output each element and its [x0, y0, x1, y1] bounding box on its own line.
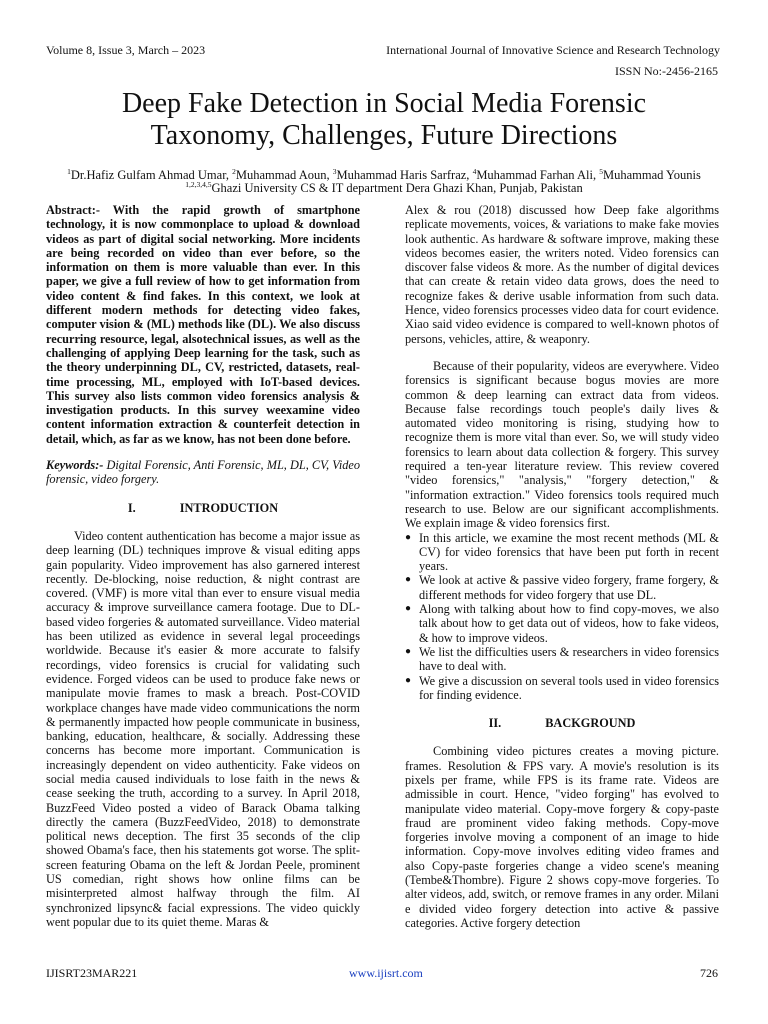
- page-number: 726: [700, 966, 718, 980]
- author-name: Muhammad Aoun,: [235, 168, 333, 183]
- paper-code: IJISRT23MAR221: [46, 966, 138, 980]
- right-column: [405, 203, 719, 930]
- paper-title: [40, 88, 728, 152]
- list-item-text: We give a discussion on several tools used in video forensics for finding evidence.: [419, 673, 719, 702]
- section-number: II.: [488, 716, 502, 731]
- background-paragraph: Combining video pictures creates a moving picture. frames. Resolution & FPS vary. A movie's resolution is its pixels per frame, while FPS is its frame rate. Videos are admissible in court. Hence, "video forging" has evolved to manipulate video material. Copy-move forgery & copy-paste fraud are prominent video faking methods. Copy-move forgeries involve moving a component of an image to hide information. Copy-move involves editing video frames and also Copy-paste forgeries change a video scene's meaning (Tembe&Thombre). Figure 2 shows copy-move forgeries. To alter videos, add, switch, or remove frames in any order. Milani e divided video forgery detection into active & passive categories. Active forgery detection: [405, 744, 719, 930]
- title-line-1: Deep Fake Detection in Social Media Forensic: [121, 88, 647, 119]
- author-name: Muhammad Younis: [602, 168, 701, 183]
- bullet-icon: ●: [405, 603, 412, 615]
- list-item: [405, 602, 719, 645]
- affiliation-text: Ghazi University CS & IT department Dera Ghazi Khan, Punjab, Pakistan: [211, 181, 583, 196]
- journal-url-link[interactable]: www.ijisrt.com: [349, 966, 423, 980]
- bullet-icon: ●: [405, 531, 412, 543]
- introduction-paragraph: Video content authentication has become a major issue as deep learning (DL) techniques improve & visual editing apps gain popularity. Video improvement has also garnered interest recently. De-blocking, noise reduction, & night contrast are covered. (VMF) is more vital than ever to ensure visual media accuracy & improve surveillance camera footage. Due to DL-based video forgeries & automated surveillance. Video material has been utilized as evidence in several legal proceedings worldwide. Because it's easier & more accurate to falsify recordings, video forensics is crucial for validating such evidence. Forged videos can be used to produce fake news or manipulate movie frames to mask a breach. Post-COVID workplace changes have made video communications the norm & permanently impacted how people communicate in business, banking, education, healthcare, & socially. Addressing these concerns has become more important. Communication is increasingly dependent on video authenticity. Fake videos on social media caused individuals to lose faith in the news & cease seeking the truth, according to a survey. In April 2018, BuzzFeed Video posted a video of Barack Obama talking directly the camera (BuzzFeedVideo, 2018) to demonstrate political news deception. The first 35 seconds of the clip showed Obama's face, then his statements got worse. The split-screen featuring Obama on the left & Jordan Peele, prominent US comedian, right shows how online films can be misinterpreted almost halfway through the film. AI synchronized lipsync& facial expressions. The video quickly went popular due to its quiet theme. Maras &: [46, 528, 360, 929]
- list-item-text: Along with talking about how to find copy-moves, we also talk about how to get data out of videos, how to fake videos, & how to improve videos.: [419, 602, 719, 645]
- bullet-icon: ●: [405, 645, 412, 657]
- issn: ISSN No:-2456-2165: [614, 64, 718, 78]
- list-item-text: We list the difficulties users & researchers in video forensics have to deal with.: [419, 644, 719, 674]
- section-title: BACKGROUND: [545, 716, 636, 731]
- author-sup: 5: [599, 167, 603, 176]
- section-title: INTRODUCTION: [179, 500, 279, 515]
- abstract: Abstract:- With the rapid growth of smartphone technology, it is now commonplace to upload & download videos as part of digital social networking. More incidents are being recorded on video than ever before, so the information on them is more valuable than ever. In this paper, we give a full review of how to get information from video content & find fakes. In this context, we look at different modern methods for detecting video fakes, computer vision & (ML) methods like (DL). We also discuss recurring resource, legal, alsotechnical issues, as well as the challenging of applying Deep learning for the task, such as the theory underpinning DL, CV, restricted, datasets, real-time processing, ML, employed with IoT-based devices. This survey also lists common video forensics analysis & investigation products. In this survey weexamine video content information extraction & counterfeit detection in detail, which, as far as we know, has not been done before.: [46, 203, 360, 446]
- author-sup: 2: [232, 167, 236, 176]
- author-name: Muhammad Farhan Ali,: [476, 168, 600, 183]
- section-number: I.: [127, 500, 136, 515]
- bullet-icon: ●: [405, 574, 412, 586]
- author-name: Dr.Hafiz Gulfam Ahmad Umar,: [70, 168, 233, 183]
- list-item-text: We look at active & passive video forgery, frame forgery, & different methods for video forgery that use DL.: [419, 573, 719, 602]
- left-column: [46, 203, 360, 929]
- section-heading-introduction: [46, 501, 360, 515]
- author-sup: 1: [67, 167, 71, 176]
- list-item: [405, 573, 719, 602]
- paragraph: Alex & rou (2018) discussed how Deep fake algorithms replicate movements, voices, & variations to make fake movies look authentic. As hardware & software improve, making these videos becomes easier, the writers noted. Video forensics can discover false videos & more. As the number of digital devices that can create & retain video data grows, does the need to recognize fakes & derive usable information from such data. Hence, video forensics processes video data for court evidence. Xiao said video evidence is compared to well-known photos of persons, vehicles, attire, & weaponry.: [405, 203, 719, 346]
- author-sup: 4: [472, 167, 477, 176]
- bullet-icon: ●: [405, 674, 412, 686]
- keywords: [46, 458, 360, 487]
- journal-volume: Volume 8, Issue 3, March – 2023: [46, 43, 206, 57]
- list-item: [405, 645, 719, 674]
- list-item: [405, 674, 719, 703]
- title-line-2: Taxonomy, Challenges, Future Directions: [150, 120, 618, 151]
- affiliation-sup: 1,2,3,4,5: [185, 180, 212, 189]
- keywords-text: Digital Forensic, Anti Forensic, ML, DL, CV, Video forensic, video forgery.: [46, 458, 360, 487]
- section-heading-background: [405, 716, 719, 730]
- paragraph: Because of their popularity, videos are everywhere. Video forensics is significant because bogus movies are more common & deep learning can extract data from videos. Because false recordings touch people's daily lives & automated video monitoring is rising, studying how to recognize them is more vital than ever. So, we will study video forensics to learn about data collection & forgery. This survey required a ten-year literature review. This review covered "video forensics," "analysis," "forgery detection," & "information extraction." Video forensics tools required much research to use. Below are our significant accomplishments. We explain image & video forensics first.: [405, 358, 719, 531]
- affiliation: [40, 178, 728, 195]
- keywords-label: Keywords:-: [46, 458, 104, 473]
- author-name: Muhammad Haris Sarfraz,: [336, 168, 473, 183]
- author-sup: 3: [332, 167, 337, 176]
- journal-name: International Journal of Innovative Science and Research Technology: [386, 43, 720, 57]
- list-item-text: In this article, we examine the most recent methods (ML & CV) for video forensics that have been put forth in recent years.: [419, 530, 719, 574]
- contribution-list: [405, 531, 719, 703]
- list-item: [405, 531, 719, 574]
